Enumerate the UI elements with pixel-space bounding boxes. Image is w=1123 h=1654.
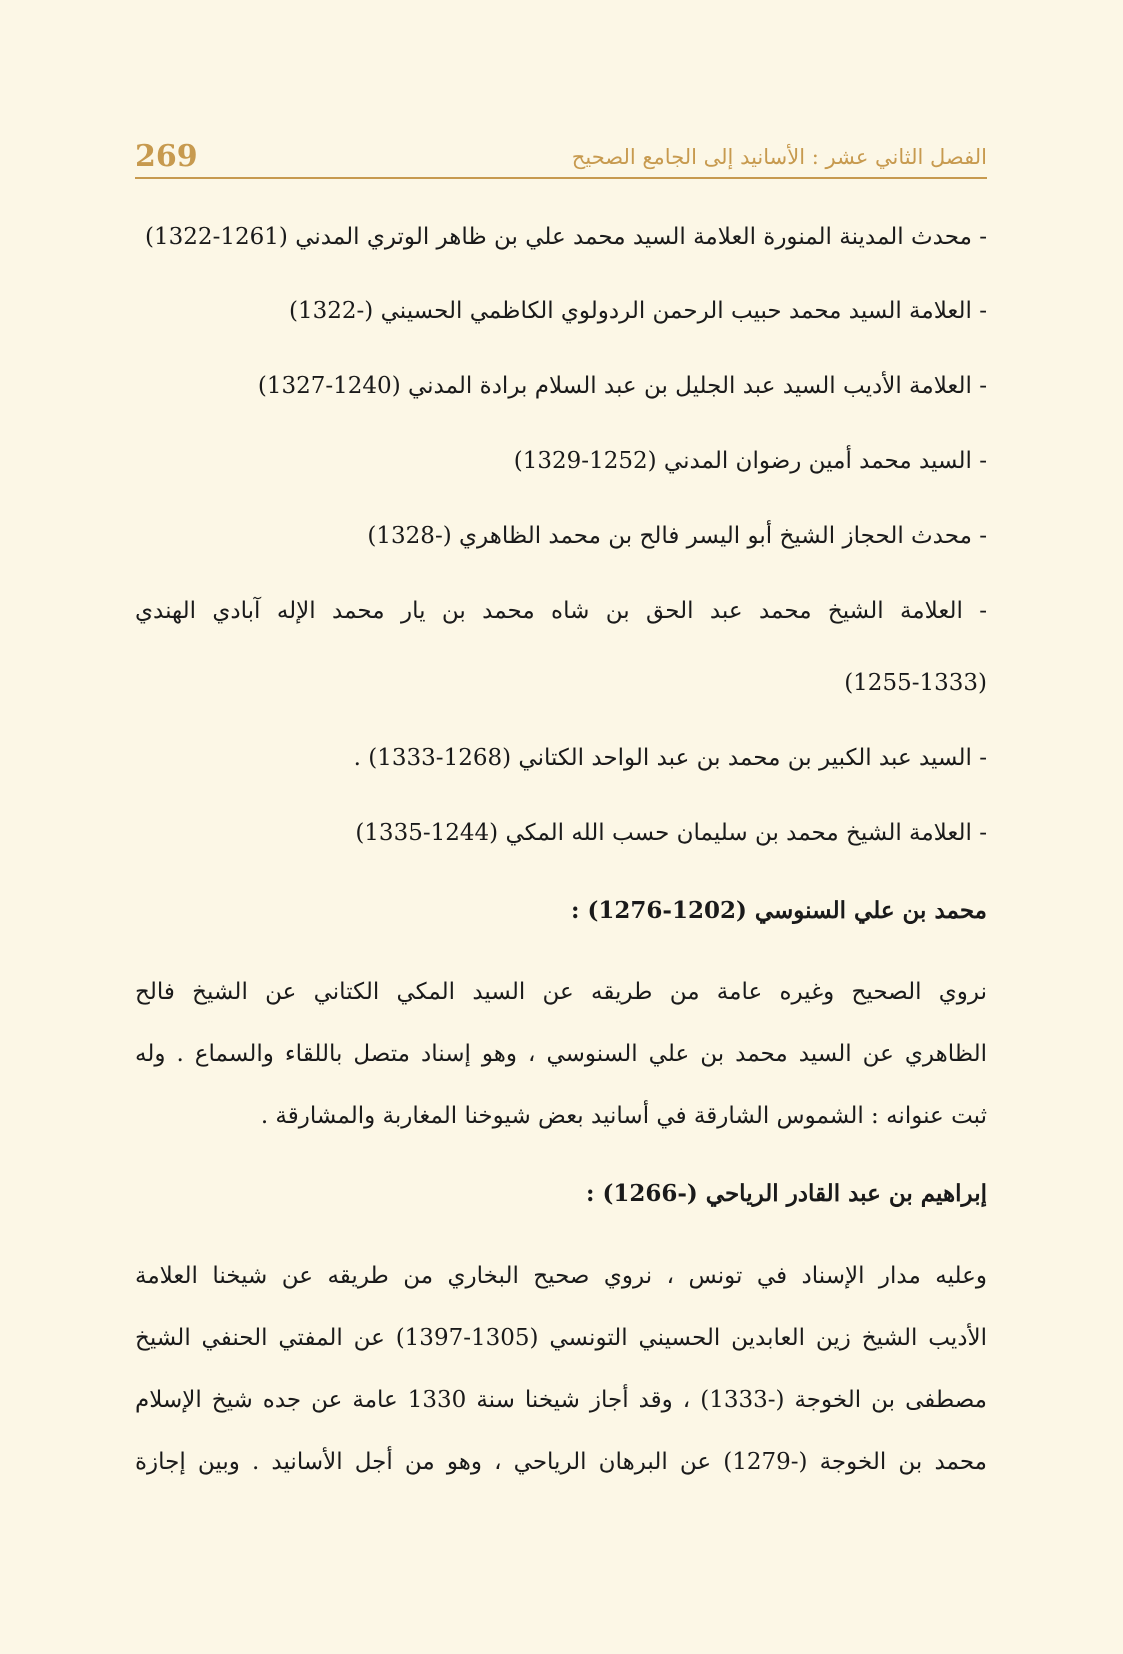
list-item: - السيد محمد أمين رضوان المدني (1252-1329): [513, 448, 987, 474]
chapter-title: الفصل الثاني عشر : الأسانيد إلى الجامع الصحيح: [571, 145, 987, 169]
paragraph-line: ثبت عنوانه : الشموس الشارقة في أسانيد بعض شيوخنا المغاربة والمشارقة .: [260, 1103, 987, 1129]
list-item: - السيد عبد الكبير بن محمد بن عبد الواحد الكتاني (1268-1333) .: [353, 745, 987, 771]
running-head: [135, 135, 987, 179]
paragraph-line: الأديب الشيخ زين العابدين الحسيني التونسي (1305-1397) عن المفتي الحنفي الشيخ: [135, 1325, 987, 1351]
list-item: - العلامة الأديب السيد عبد الجليل بن عبد السلام برادة المدني (1240-1327): [257, 373, 987, 399]
list-item: - العلامة الشيخ محمد بن سليمان حسب الله المكي (1244-1335): [355, 820, 987, 846]
paragraph-line: وعليه مدار الإسناد في تونس ، نروي صحيح البخاري من طريقه عن شيخنا العلامة: [135, 1263, 987, 1289]
paragraph-line: مصطفى بن الخوجة (-1333) ، وقد أجاز شيخنا سنة 1330 عامة عن جده شيخ الإسلام: [135, 1387, 987, 1413]
list-item: - محدث المدينة المنورة العلامة السيد محمد علي بن ظاهر الوتري المدني (1261-1322): [145, 224, 987, 250]
list-item: - محدث الحجاز الشيخ أبو اليسر فالح بن محمد الظاهري (-1328): [367, 523, 987, 549]
paragraph-line: محمد بن الخوجة (-1279) عن البرهان الرياحي ، وهو من أجل الأسانيد . وبين إجازة: [135, 1449, 987, 1475]
paragraph-line: الظاهري عن السيد محمد بن علي السنوسي ، وهو إسناد متصل باللقاء والسماع . وله: [135, 1041, 987, 1067]
page-number: 269: [135, 139, 198, 174]
section-heading: محمد بن علي السنوسي (1202-1276) :: [570, 897, 987, 924]
header-rule: [135, 177, 987, 179]
list-item-continuation: (1255-1333): [844, 670, 987, 696]
paragraph-line: نروي الصحيح وغيره عامة من طريقه عن السيد المكي الكتاني عن الشيخ فالح: [135, 979, 987, 1005]
list-item: - العلامة السيد محمد حبيب الرحمن الردولوي الكاظمي الحسيني (-1322): [289, 298, 987, 324]
section-heading: إبراهيم بن عبد القادر الرياحي (-1266) :: [585, 1180, 987, 1207]
list-item: - العلامة الشيخ محمد عبد الحق بن شاه محمد بن يار محمد الإله آبادي الهندي: [135, 598, 987, 624]
